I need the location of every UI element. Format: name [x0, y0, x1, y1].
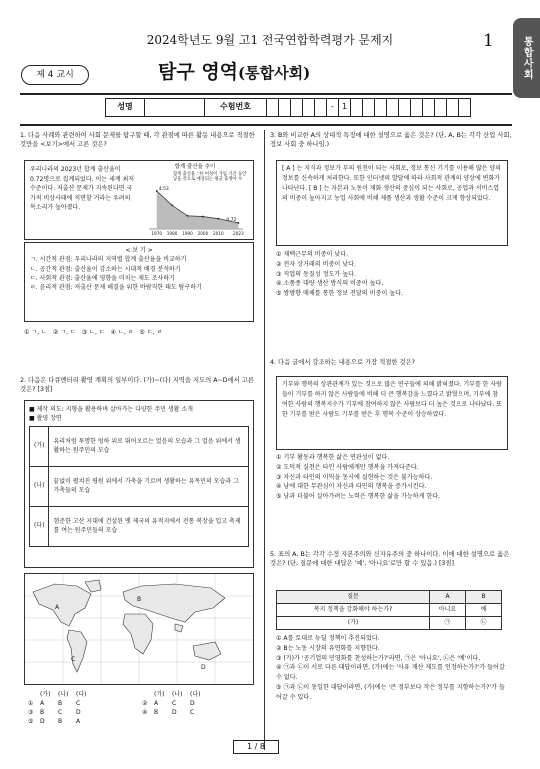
table-cell: ㉡	[466, 617, 502, 630]
choice-option[interactable]: ④ ㉠과 ㉡이 서로 다른 대답이라면, (가)에는 '사유 재산 제도를 인정하는가?'가 들어갈 수 없다.	[276, 664, 505, 681]
choice-option[interactable]: ② B는 노동 시장의 유연화를 지향한다.	[276, 644, 380, 652]
exam-no-digit[interactable]	[315, 98, 327, 117]
row-text: 끝없이 펼쳐진 평원 위에서 가축을 기르며 생활하는 유목민의 모습과 그 가축들의 모습	[49, 466, 249, 506]
q1-bogi-item: ㄷ. 사회적 관점: 출산율에 영향을 미치는 제도 조사하기	[30, 274, 175, 282]
exam-no-digit[interactable]	[291, 98, 303, 117]
q4-passage: 기부와 행복의 상관관계가 있는 것으로 많은 연구들에 의해 밝혀졌다. 기부를 한 사람들이 기부를 하지 않은 사람들에 비해 더 큰 행복감을 느꼈다고 밝혔으며, 기부에 참여한 사람의 행복지수가 기부에 참여하지 않은 사람보다 더 높은 것으로 나타났다. 또한 기부를 받은 사람도 기부를 받은 후 행복 수준이 상승하였다.	[276, 376, 508, 450]
x-tick-label: 2023	[233, 231, 244, 236]
exam-no-digit[interactable]	[399, 98, 411, 117]
name-label: 성명	[105, 98, 145, 117]
data-point	[237, 222, 239, 224]
table-row	[277, 604, 502, 617]
choice-cell: B	[154, 709, 159, 716]
x-tick-label: 1990	[182, 231, 193, 236]
data-point	[202, 216, 204, 218]
exam-no-digit[interactable]	[363, 98, 375, 117]
choice-option[interactable]: ③ (가)가 '공기업의 민영화를 찬성하는가?'라면, ㉠은 '아니요', ㉡은 '예'이다.	[276, 654, 481, 662]
choice-cell: B	[58, 718, 63, 725]
choice-cell: A	[76, 718, 81, 725]
choice-cell: A	[40, 700, 45, 707]
fertility-line-chart	[139, 183, 251, 239]
choice-option[interactable]: ④ 남에 대한 무관심이 자신과 타인의 행복을 증가시킨다.	[276, 483, 427, 491]
choice-option[interactable]: ② 전자 상거래의 비중이 낮다.	[276, 260, 356, 268]
x-tick-label: 2000	[197, 231, 209, 236]
q1-passage: 우리나라의 2023년 합계 출산율이 0.72명으로 집계되었다. 이는 세계 최저 수준이다. 저출산 문제가 지속된다면 국가적 비상사태에 직면할 거라는 우려의 목소리가 높아졌다.	[30, 166, 135, 212]
choice-number[interactable]: ③	[28, 709, 34, 716]
x-tick-label: 1970	[151, 231, 163, 236]
table-row	[277, 591, 502, 604]
subject-title	[158, 60, 310, 86]
table-cell: 복지 정책을 강화해야 하는가?	[277, 604, 430, 617]
table-row	[30, 426, 249, 466]
exam-no-digit[interactable]	[351, 98, 363, 117]
q2-scene-table	[29, 426, 249, 547]
choice-cell: A	[154, 700, 159, 707]
q1-chart-legend: 합계 출산율 : 한 여성이 가임 기간 동안 낳을 것으로 예상되는 평균 출생아 수	[173, 171, 247, 182]
exam-no-digit[interactable]	[267, 98, 279, 117]
exam-no-digit[interactable]	[435, 98, 447, 117]
col-header: (나)	[58, 691, 69, 698]
column-divider	[264, 130, 265, 750]
exam-no-digit[interactable]	[459, 98, 471, 117]
series-area	[157, 191, 239, 229]
map-label-b: B	[137, 596, 142, 603]
subject-side-tab: 통합사회	[513, 18, 540, 98]
q4-choices	[276, 453, 508, 502]
exam-no-digit[interactable]	[279, 98, 291, 117]
choice-number[interactable]: ②	[142, 700, 148, 707]
q1-stem: 1. 다음 사례와 관련하여 사회 문제를 탐구할 때, 각 관점에 따른 활동 내용으로 적절한 것만을 <보기>에서 고른 것은?	[20, 132, 255, 149]
map-label-d: D	[201, 664, 206, 671]
world-map-graphic	[25, 574, 253, 684]
info-rule	[20, 124, 512, 126]
choice-option[interactable]: ⑤ 남과 더불어 살아가려는 노력은 행복한 삶을 가능하게 한다.	[276, 493, 441, 500]
q2-answer-row[interactable]	[28, 717, 258, 726]
row-label: (나)	[30, 466, 49, 506]
choice-option[interactable]: ② 도덕적 실천은 타인 사람에게만 행복을 가져다준다.	[276, 463, 419, 471]
table-cell: ㉠	[430, 617, 466, 630]
x-tick-label: 2010	[213, 231, 224, 236]
header-rule	[20, 93, 512, 95]
data-point	[187, 215, 189, 217]
q2-intro: ■ 촬영 장면	[29, 415, 62, 423]
q3-choices	[276, 250, 508, 299]
choice-option[interactable]: ④ 소품종 대량 생산 방식의 비중이 높다.	[276, 280, 384, 288]
name-field[interactable]	[145, 98, 205, 117]
choice-option[interactable]: ③ 자신과 타인의 이익을 동시에 실현하는 것은 불가능하다.	[276, 473, 433, 481]
choice-cell: C	[58, 709, 63, 716]
exam-no-separator: -	[327, 98, 339, 117]
choice-option[interactable]: ⑤ ㉠과 ㉡이 동일한 대답이라면, (가)에는 '큰 정부보다 작은 정부를 지향하는가?'가 들어갈 수 있다.	[276, 683, 505, 701]
choice-cell: D	[172, 709, 177, 716]
footer-page-indicator: 1 / 8	[233, 740, 279, 754]
choice-cell: C	[76, 700, 81, 707]
q5-choices	[276, 634, 508, 702]
map-label-a: A	[55, 604, 60, 611]
exam-no-label: 수험번호	[205, 98, 267, 117]
exam-no-digit[interactable]	[303, 98, 315, 117]
choice-cell: D	[190, 700, 195, 707]
col-header: (가)	[154, 691, 165, 698]
q2-world-map	[24, 573, 254, 685]
q1-bogi-item: ㄹ. 윤리적 관점: 저출산 문제 해결을 위한 바람직한 태도 탐구하기	[30, 284, 202, 292]
choice-option[interactable]: ① 기부 활동과 행복한 삶은 연관성이 없다.	[276, 454, 390, 461]
exam-title: 2024학년도 9월 고1 전국연합학력평가 문제지	[146, 33, 394, 47]
col-header: (가)	[40, 691, 51, 698]
data-point	[156, 190, 158, 192]
col-header: (나)	[172, 691, 183, 698]
table-header: B	[466, 591, 502, 604]
data-label: 0.72	[226, 217, 237, 223]
exam-no-digit[interactable]	[423, 98, 435, 117]
table-header: 질문	[277, 591, 430, 604]
q1-chart-title: 합계 출산율 추이	[174, 164, 216, 170]
exam-no-digit[interactable]	[447, 98, 459, 117]
choice-number[interactable]: ⑤	[28, 718, 34, 725]
data-point	[171, 204, 173, 206]
data-point	[217, 218, 219, 220]
q4-stem: 4. 다음 글에서 강조하는 내용으로 가장 적절한 것은?	[270, 359, 416, 366]
choice-cell: C	[172, 700, 177, 707]
page-number: 1	[483, 31, 494, 51]
choice-option[interactable]: ① A를 토대로 뉴딜 정책이 추진되었다.	[276, 635, 380, 642]
q3-stem: 3. B와 비교한 A의 상대적 특징에 대한 설명으로 옳은 것은? (단, A, B는 각각 산업 사회, 정보 사회 중 하나임.)	[270, 132, 512, 149]
q1-chart	[139, 163, 251, 239]
col-header: (다)	[190, 691, 201, 698]
data-label: 4.53	[158, 186, 169, 192]
q2-intro: ■ 제작 의도: 지형을 활용하며 살아가는 다양한 주민 생활 소개	[29, 406, 193, 413]
table-row	[30, 466, 249, 506]
q2-stem: 2. 다음은 다큐멘터리 촬영 계획의 일부이다. (가)~(다) 지역을 지도의 A~D에서 고른 것은? [3점]	[20, 377, 254, 394]
exam-no-digit-first[interactable]: 1	[339, 98, 351, 117]
subject-sub: (통합사회)	[238, 64, 311, 82]
q2-choices	[28, 690, 258, 726]
row-text: 험준한 고산 지대에 건설된 옛 제국의 유적지에서 전통 복장을 입고 축제를 여는 원주민들의 모습	[49, 506, 249, 546]
footer-page: 1	[247, 741, 253, 751]
q2-answer-row[interactable]	[28, 699, 258, 708]
row-label: (가)	[30, 426, 49, 466]
table-cell: 예	[466, 604, 502, 617]
q1-choices[interactable]: ① ㄱ, ㄴ ② ㄱ, ㄷ ③ ㄴ, ㄷ ④ ㄴ, ㄹ ⑤ ㄷ, ㄹ	[24, 329, 163, 336]
table-row	[277, 617, 502, 630]
exam-no-digit[interactable]	[387, 98, 399, 117]
choice-option[interactable]: ⑤ 쌍방향 매체를 통한 정보 전달의 비중이 높다.	[276, 290, 403, 297]
q1-bogi-box	[24, 242, 254, 322]
x-tick-label: 1980	[166, 231, 178, 236]
choice-cell: D	[40, 718, 45, 725]
q1-bogi-item: ㄴ. 공간적 관점: 출산율이 감소하는 시대적 배경 분석하기	[30, 265, 181, 273]
choice-number[interactable]: ④	[142, 709, 148, 716]
choice-cell: D	[76, 709, 81, 716]
map-label-c: C	[71, 656, 76, 663]
q2-answer-header	[28, 690, 258, 699]
q2-plan-box	[24, 400, 254, 568]
row-label: (다)	[30, 506, 49, 546]
q1-bogi-title: < 보 기 >	[125, 247, 153, 254]
q5-stem: 5. 표의 A, B는 각각 수정 자본주의와 신자유주의 중 하나이다. 이에 대한 설명으로 옳은 것은? (단, 질문에 대한 대답은 '예', '아니요'로만 할 수 있음.) [3점]	[270, 551, 510, 568]
table-row	[30, 506, 249, 546]
exam-no-digit[interactable]	[375, 98, 387, 117]
table-cell: 아니요	[430, 604, 466, 617]
subject-main: 탐구 영역	[158, 61, 239, 83]
footer-total: 8	[259, 741, 265, 751]
q1-bogi-item: ㄱ. 시간적 관점: 우리나라의 지역별 합계 출산율을 비교하기	[30, 256, 187, 264]
choice-cell: B	[58, 700, 63, 707]
choice-cell: B	[40, 709, 45, 716]
q3-passage: [ A ] 는 지식과 정보가 부의 원천이 되는 사회로, 정보 통신 기기를 이용해 많은 양의 정보를 신속하게 처리한다. 또한 인터넷의 발달에 따라 사회적 관계의 양상에 변화가 나타난다. [ B ] 는 자본과 노동이 재화 생산의 중심이 되는 사회로, 공업과 서비스업의 비중이 높아지고 농업 사회에 비해 제품 생산과 생활 수준이 크게 향상되었다.	[276, 160, 508, 246]
col-header: (다)	[76, 691, 87, 698]
student-info-row	[105, 98, 481, 117]
choice-option[interactable]: ① 재택근무의 비중이 낮다.	[276, 251, 349, 258]
choice-number[interactable]: ①	[28, 700, 34, 707]
table-header: A	[430, 591, 466, 604]
q5-table	[276, 590, 502, 630]
session-badge: 제 4 교시	[21, 65, 89, 85]
q1-passage-box	[24, 160, 254, 240]
table-cell: (가)	[277, 617, 430, 630]
choice-option[interactable]: ③ 직업의 동질성 정도가 높다.	[276, 270, 356, 278]
q2-answer-row[interactable]	[28, 708, 258, 717]
exam-no-digit[interactable]	[411, 98, 423, 117]
choice-cell: C	[190, 709, 195, 716]
row-text: 유리처럼 투명한 빙하 위로 뛰어오르는 얼음의 모습과 그 얼음 위에서 생활하는 원주민의 모습	[49, 426, 249, 466]
